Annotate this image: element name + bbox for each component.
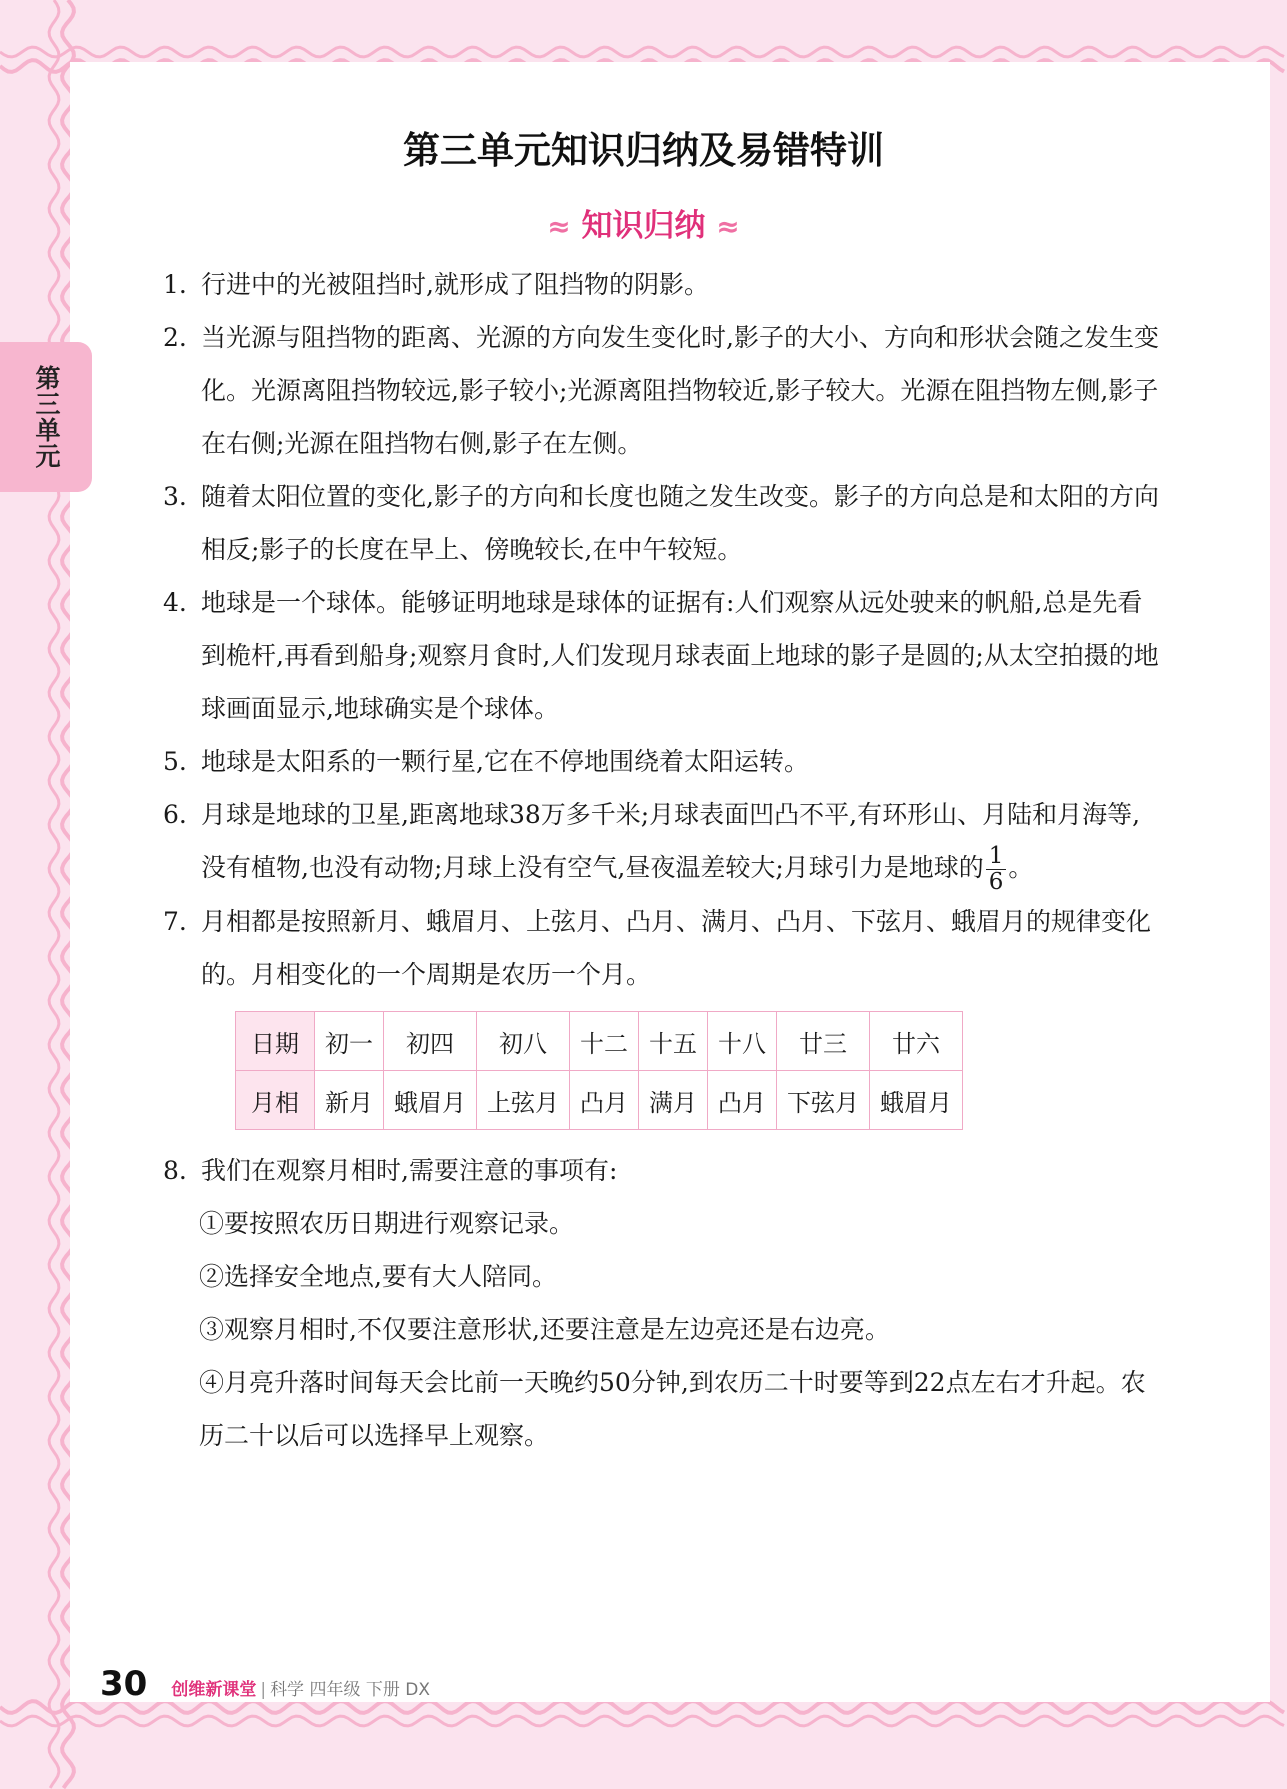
item-text: 地球是太阳系的一颗行星,它在不停地围绕着太阳运转。 <box>201 747 809 776</box>
table-row-phases <box>236 1071 963 1130</box>
page-number: 30 <box>100 1664 148 1704</box>
fraction <box>986 844 1007 896</box>
list-item <box>163 311 1163 470</box>
sub-item: ④月亮升落时间每天会比前一天晚约50分钟,到农历二十时要等到22点左右才升起。农历二十以后可以选择早上观察。 <box>199 1368 1146 1451</box>
table-header-date: 日期 <box>236 1012 315 1071</box>
knowledge-list <box>163 258 1163 1462</box>
item-text: 行进中的光被阻挡时,就形成了阻挡物的阴影。 <box>201 270 709 299</box>
sub-item: ①要按照农历日期进行观察记录。 <box>199 1209 575 1239</box>
table-cell: 蛾眉月 <box>384 1071 477 1130</box>
footer-brand: 创维新课堂 <box>171 1680 257 1700</box>
footer-meta: 科学 四年级 下册 DX <box>270 1680 431 1700</box>
item-text: 月相都是按照新月、蛾眉月、上弦月、凸月、满月、凸月、下弦月、蛾眉月的规律变化的。月相变化的一个周期是农历一个月。 <box>201 907 1152 990</box>
table-cell: 初四 <box>384 1012 477 1071</box>
table-cell: 凸月 <box>570 1071 639 1130</box>
wave-mark-right-icon: ≈ <box>716 210 740 243</box>
section-heading <box>0 200 1287 245</box>
item-number: 4. <box>163 588 187 617</box>
item-number: 2. <box>163 323 187 352</box>
item-text-with-fraction <box>201 788 1163 895</box>
item-text: 随着太阳位置的变化,影子的方向和长度也随之发生改变。影子的方向总是和太阳的方向相反;影子的长度在早上、傍晚较长,在中午较短。 <box>201 482 1159 564</box>
table-row-dates <box>236 1012 963 1071</box>
table-cell: 凸月 <box>708 1071 777 1130</box>
list-item <box>163 1144 1163 1197</box>
table-cell: 十二 <box>570 1012 639 1071</box>
table-cell: 上弦月 <box>477 1071 570 1130</box>
sub-item: ③观察月相时,不仅要注意形状,还要注意是左边亮还是右边亮。 <box>199 1315 890 1345</box>
table-cell: 满月 <box>639 1071 708 1130</box>
table-cell: 廿六 <box>870 1012 963 1071</box>
page-title: 第三单元知识归纳及易错特训 <box>403 129 884 172</box>
item-text: 当光源与阻挡物的距离、光源的方向发生变化时,影子的大小、方向和形状会随之发生变化。光源离阻挡物较远,影子较小;光源离阻挡物较近,影子较大。光源在阻挡物左侧,影子在右侧;光源在阻挡物右侧,影子在左侧。 <box>201 323 1159 458</box>
item-text: 我们在观察月相时,需要注意的事项有: <box>201 1156 618 1186</box>
list-item <box>163 735 1163 788</box>
list-item <box>163 258 1163 311</box>
table-cell: 十五 <box>639 1012 708 1071</box>
table-cell: 下弦月 <box>777 1071 870 1130</box>
item-number: 7. <box>163 907 187 937</box>
list-item <box>163 576 1163 735</box>
fraction-denominator: 6 <box>988 869 1004 895</box>
table-cell: 初一 <box>315 1012 384 1071</box>
item-text-tail: 。 <box>1008 853 1034 882</box>
item-number: 6. <box>163 800 187 829</box>
item-number: 5. <box>163 747 187 776</box>
wave-border-bottom <box>0 1699 1287 1789</box>
item-text: 地球是一个球体。能够证明地球是球体的证据有:人们观察从远处驶来的帆船,总是先看到桅杆,再看到船身;观察月食时,人们发现月球表面上地球的影子是圆的;从太空拍摄的地球画面显示,地球确实是个球体。 <box>201 588 1159 723</box>
item-number: 3. <box>163 482 187 511</box>
item-number: 1. <box>163 270 187 299</box>
fraction-numerator: 1 <box>986 844 1007 870</box>
table-cell: 蛾眉月 <box>870 1071 963 1130</box>
section-label: 知识归纳 <box>581 208 706 244</box>
list-item <box>163 895 1163 1001</box>
item-number: 8. <box>163 1156 187 1186</box>
page-footer <box>100 1664 430 1704</box>
table-cell: 廿三 <box>777 1012 870 1071</box>
moon-phase-table <box>235 1011 963 1130</box>
list-item <box>163 470 1163 576</box>
table-cell: 新月 <box>315 1071 384 1130</box>
footer-separator: | <box>260 1680 267 1700</box>
sub-item: ②选择安全地点,要有大人陪同。 <box>199 1262 557 1292</box>
item-text: 月球是地球的卫星,距离地球38万多千米;月球表面凹凸不平,有环形山、月陆和月海等,没有植物,也没有动物;月球上没有空气,昼夜温差较大;月球引力是地球的 <box>201 800 1141 882</box>
list-item <box>163 788 1163 895</box>
table-cell: 初八 <box>477 1012 570 1071</box>
table-cell: 十八 <box>708 1012 777 1071</box>
table-header-phase: 月相 <box>236 1071 315 1130</box>
unit-side-tab <box>0 342 92 492</box>
wave-mark-left-icon: ≈ <box>547 210 571 243</box>
unit-side-tab-label: 第三单元 <box>32 365 61 469</box>
